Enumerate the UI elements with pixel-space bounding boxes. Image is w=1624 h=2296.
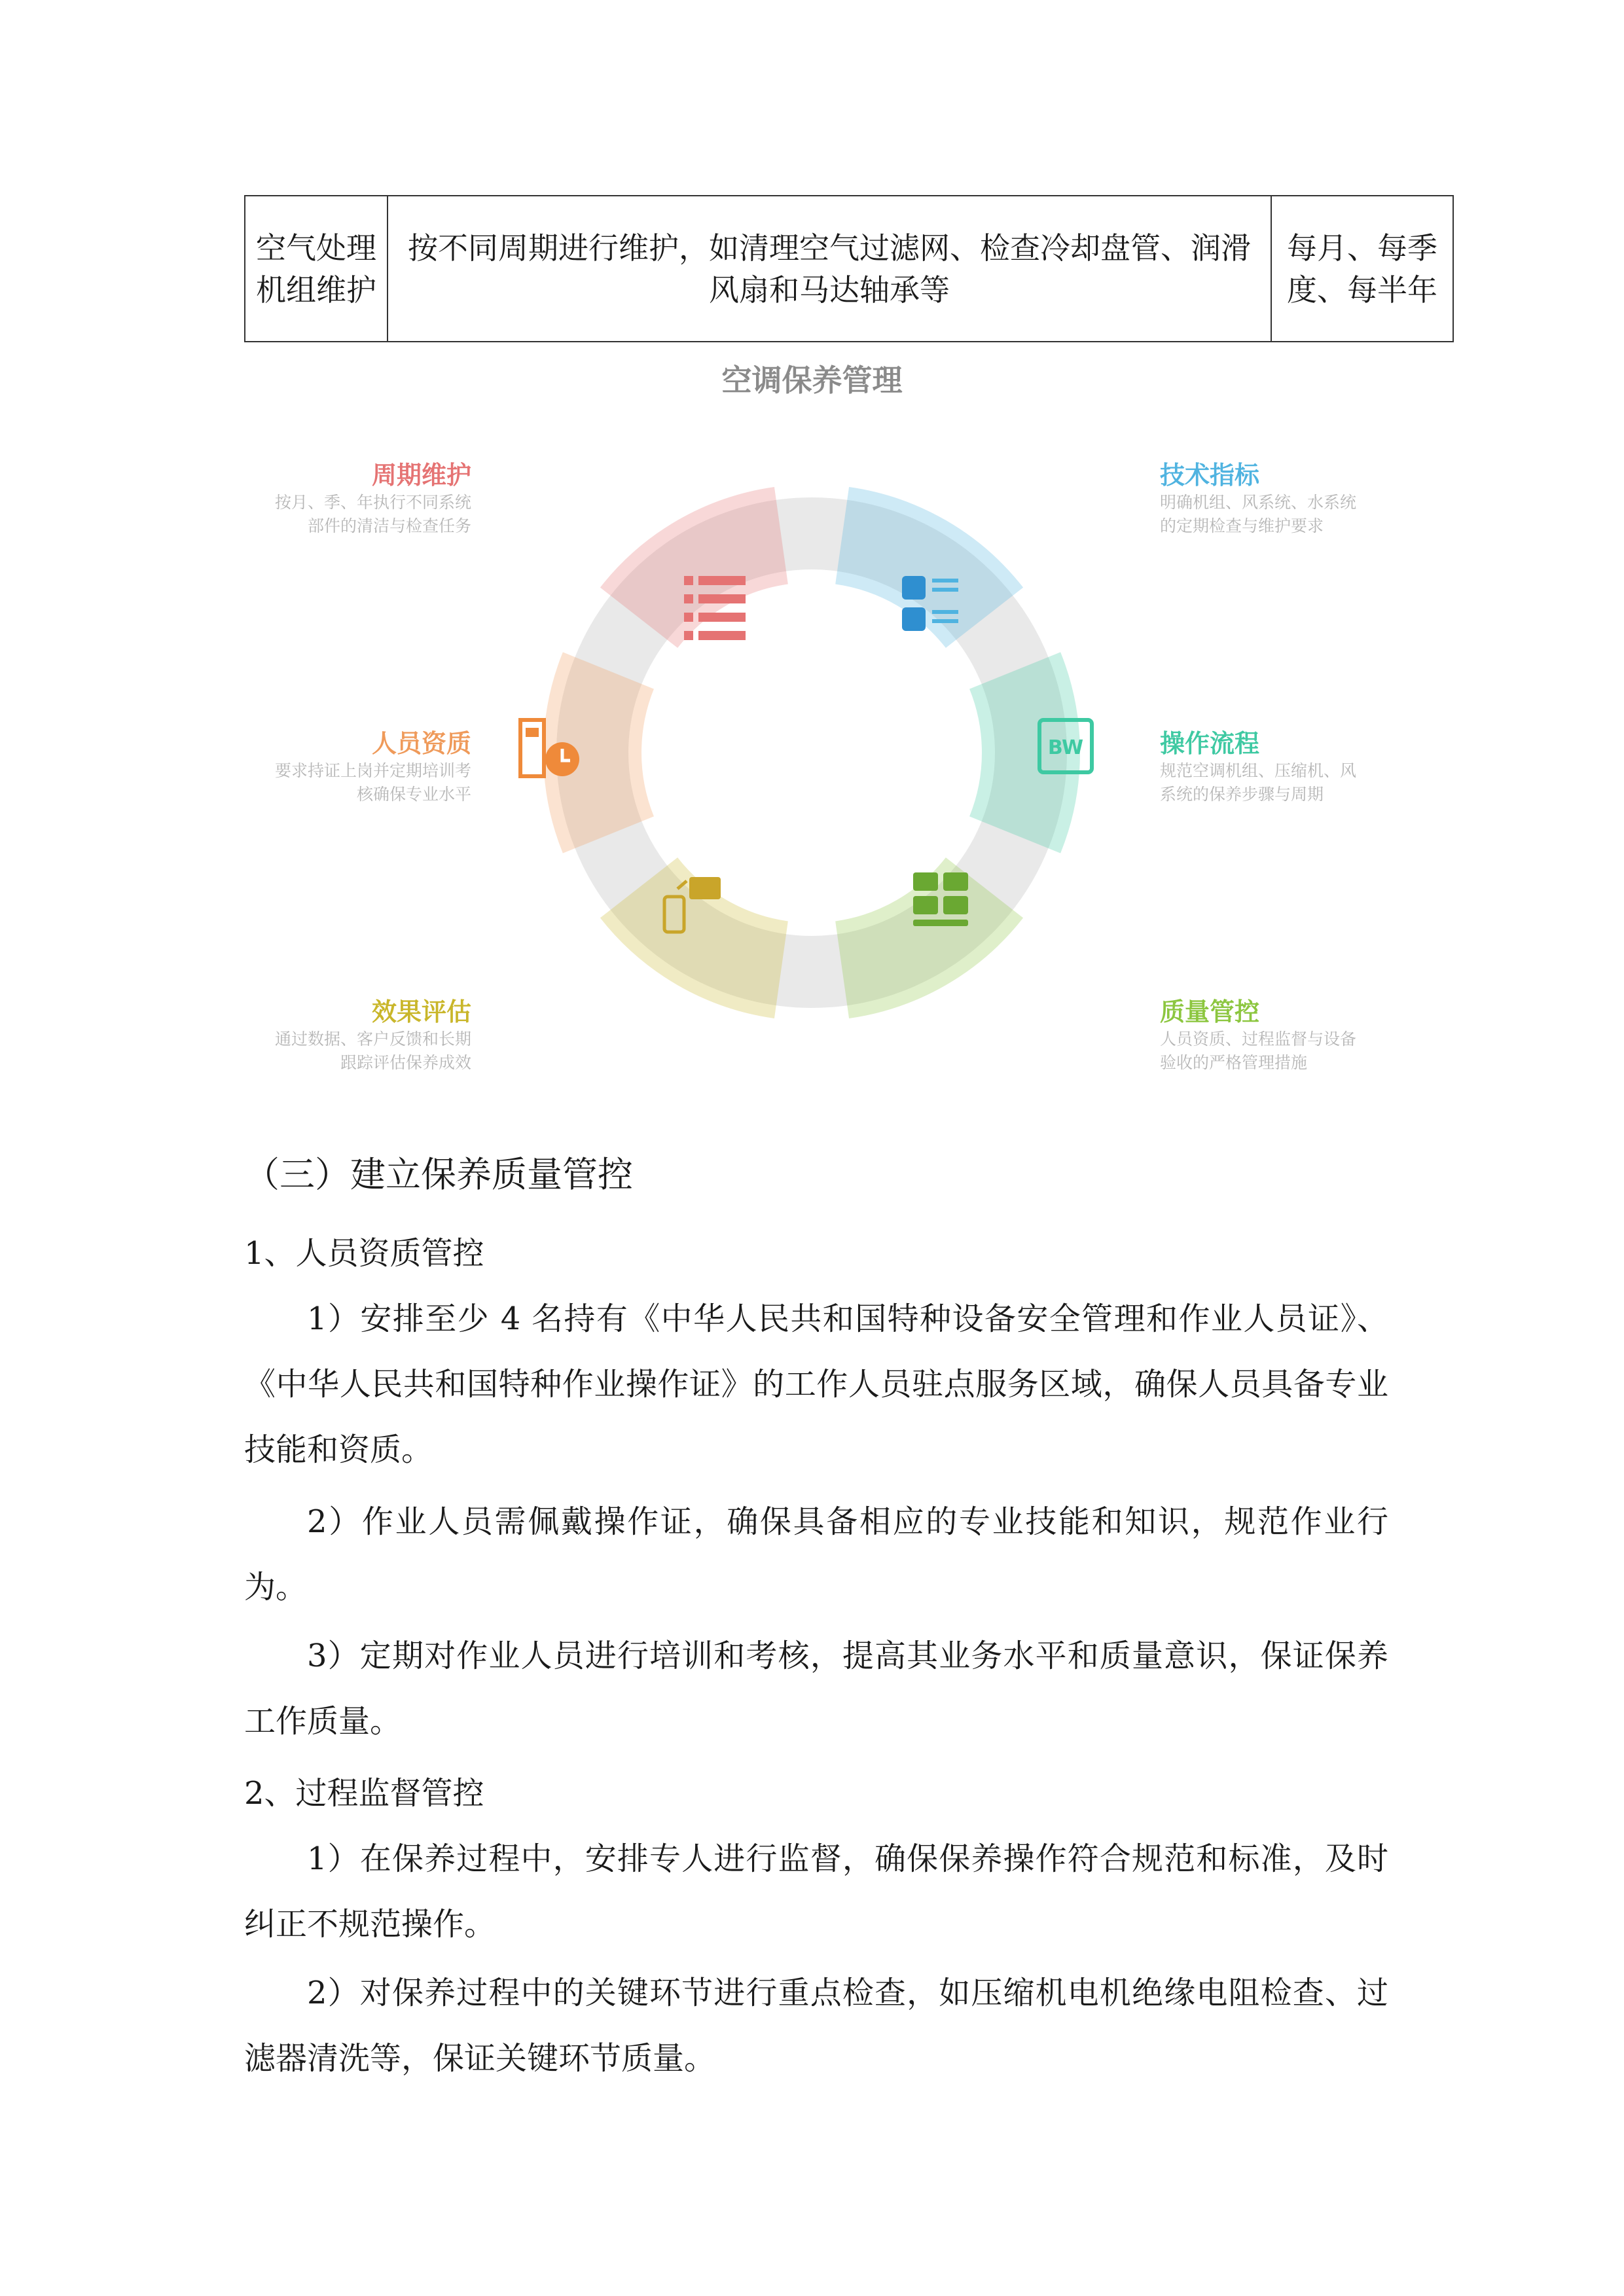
- node-title-2: 操作流程: [1160, 729, 1260, 758]
- paragraph: 2）对保养过程中的关键环节进行重点检查，如压缩机电机绝缘电阻检查、过滤器清洗等，保证关键环节质量。: [244, 1975, 1388, 2077]
- ring-segment: [592, 671, 608, 835]
- node-title-4: 效果评估: [371, 997, 471, 1026]
- section-heading: （三）建立保养质量管控: [244, 1154, 633, 1195]
- maintenance-table: [244, 195, 1454, 342]
- node-desc-5: 要求持证上岗并定期培训考核确保专业水平: [275, 761, 472, 804]
- node-desc-3: 人员资质、过程监督与设备验收的严格管理措施: [1160, 1030, 1357, 1072]
- table-row: [245, 196, 1453, 342]
- node-desc-4: 通过数据、客户反馈和长期跟踪评估保养成效: [275, 1030, 472, 1072]
- paragraph: 1）在保养过程中，安排专人进行监督，确保保养操作符合规范和标准，及时纠正不规范操作。: [244, 1840, 1388, 1943]
- paragraph: 3）定期对作业人员进行培训和考核，提高其业务水平和质量意识，保证保养工作质量。: [244, 1638, 1388, 1740]
- cycle-ring: [0, 344, 1624, 1122]
- node-title-3: 质量管控: [1160, 997, 1260, 1026]
- maintenance-cycle-diagram: [0, 344, 1624, 1122]
- sub-heading-2: 2、过程监督管控: [244, 1775, 484, 1812]
- svg-text:BW: BW: [1047, 736, 1084, 759]
- table-cell-cycle: 每月、每季度、每半年: [1271, 196, 1453, 342]
- node-title-0: 周期维护: [371, 461, 471, 490]
- sub-heading-1: 1、人员资质管控: [244, 1235, 484, 1272]
- paragraph: 2）作业人员需佩戴操作证，确保具备相应的专业技能和知识，规范作业行为。: [244, 1503, 1388, 1605]
- table-cell-item: 空气处理机组维护: [245, 196, 388, 342]
- node-desc-2: 规范空调机组、压缩机、风系统的保养步骤与周期: [1160, 761, 1357, 804]
- ring-segment: [1015, 671, 1031, 835]
- table-cell-content: 按不同周期进行维护，如清理空气过滤网、检查冷却盘管、润滑风扇和马达轴承等: [388, 196, 1271, 342]
- node-title-5: 人员资质: [371, 729, 471, 758]
- node-desc-1: 明确机组、风系统、水系统的定期检查与维护要求: [1160, 493, 1357, 535]
- node-title-1: 技术指标: [1160, 461, 1260, 490]
- paragraph: 1）安排至少 4 名持有《中华人民共和国特种设备安全管理和作业人员证》、《中华人民共和国特种作业操作证》的工作人员驻点服务区域，确保人员具备专业技能和资质。: [244, 1300, 1388, 1468]
- node-desc-0: 按月、季、年执行不同系统部件的清洁与检查任务: [275, 493, 472, 535]
- ring-segment: [639, 888, 781, 969]
- diagram-title: 空调保养管理: [721, 363, 903, 398]
